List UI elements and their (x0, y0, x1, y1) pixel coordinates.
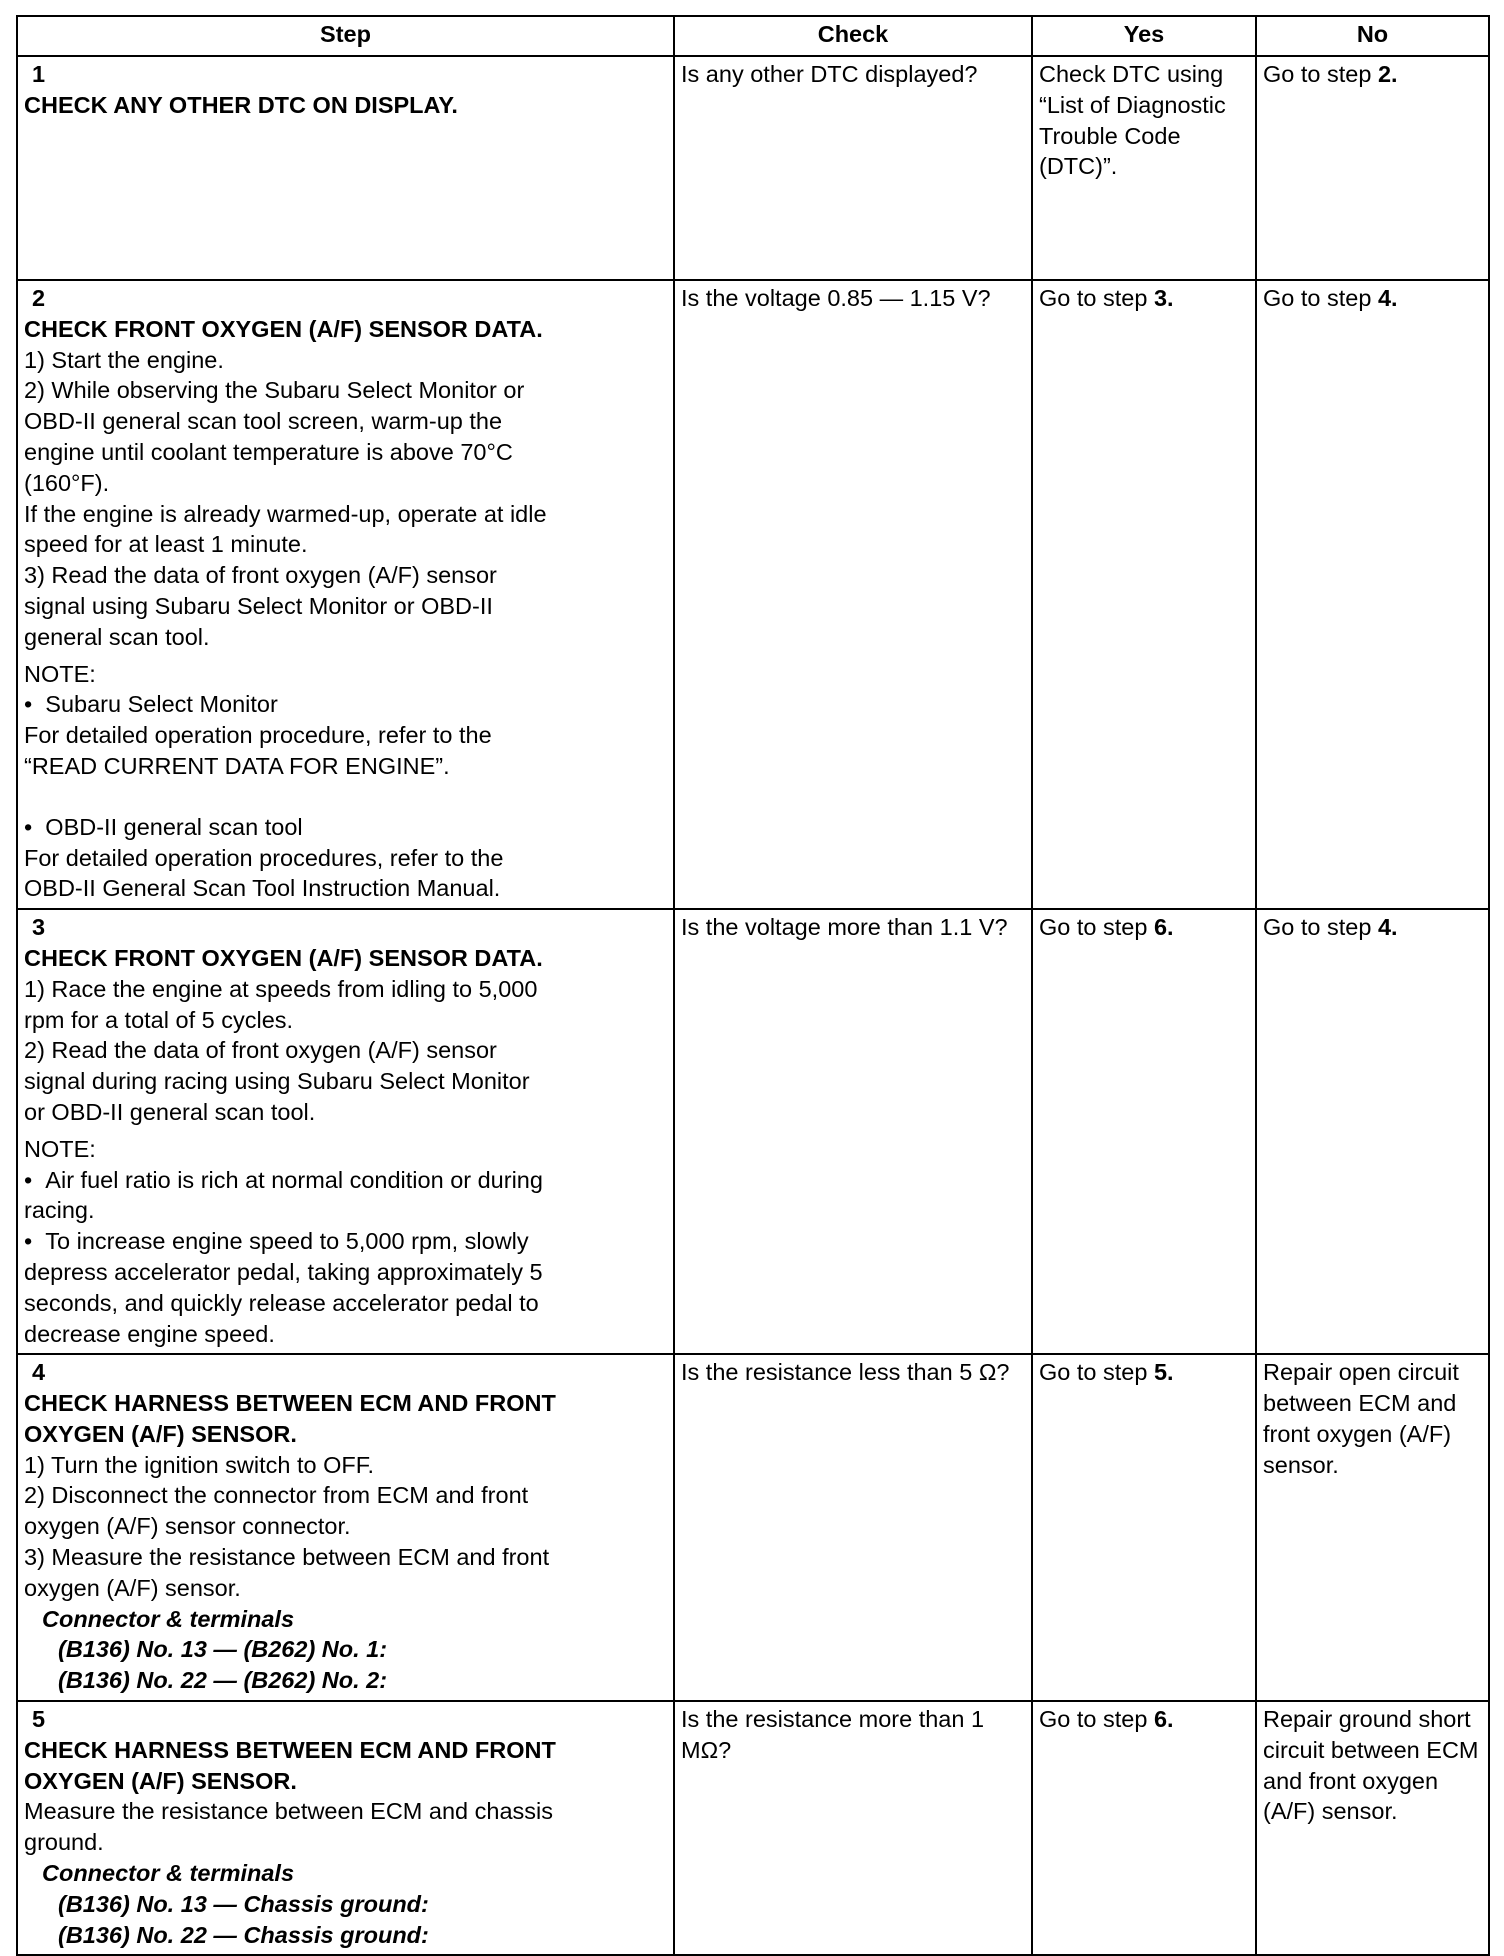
yes-step-ref: 5. (1153, 1359, 1174, 1386)
step-line: 1) Race the engine at speeds from idling to 5,000 rpm for a total of 5 cycles. (24, 975, 538, 1033)
check-header: Check (674, 16, 1032, 56)
note-label: NOTE: (24, 660, 96, 687)
step-cell (17, 1354, 674, 1701)
diagnostic-table (16, 15, 1490, 1956)
no-header: No (1256, 16, 1489, 56)
note-bullet: • Subaru Select Monitor (24, 689, 556, 720)
no-step-ref: 4. (1377, 285, 1398, 311)
check-cell: Is the voltage more than 1.1 V? (674, 909, 1032, 1354)
step-title: CHECK ANY OTHER DTC ON DISPLAY. (24, 91, 458, 118)
step-number: 1 (32, 61, 46, 87)
no-cell: Repair ground short circuit between ECM and front oxygen (A/F) sensor. (1256, 1701, 1489, 1955)
table-row (17, 1701, 1489, 1955)
step-line: 2) While observing the Subaru Select Monitor or OBD-II general scan tool screen, warm-up the engine until coolant temperature is above 70°C (160°F). (24, 377, 525, 496)
note-bullet: • To increase engine speed to 5,000 rpm, slowly depress accelerator pedal, taking approximately 5 seconds, and quickly release accelerator pedal to decrease engine speed. (24, 1226, 556, 1349)
check-cell: Is the resistance more than 1 MΩ? (674, 1701, 1032, 1955)
step-line: 3) Measure the resistance between ECM and front oxygen (A/F) sensor. (24, 1544, 550, 1601)
no-prefix: Go to step (1263, 914, 1378, 941)
terminal-spec: (B136) No. 22 — Chassis ground: (58, 1921, 429, 1948)
step-number: 4 (32, 1359, 46, 1386)
note-bullet: • OBD-II general scan tool (24, 812, 556, 843)
note-bullet: • Air fuel ratio is rich at normal condition or during racing. (24, 1165, 556, 1227)
step-line: Measure the resistance between ECM and chassis ground. (24, 1798, 554, 1856)
yes-prefix: Go to step (1039, 1359, 1154, 1386)
check-cell: Is any other DTC displayed? (674, 56, 1032, 280)
yes-prefix: Go to step (1039, 914, 1154, 941)
step-title: CHECK HARNESS BETWEEN ECM AND FRONT OXYGEN (A/F) SENSOR. (24, 1390, 556, 1447)
step-line: If the engine is already warmed-up, operate at idle speed for at least 1 minute. (24, 500, 547, 558)
no-prefix: Go to step (1263, 285, 1378, 311)
note-label: NOTE: (24, 1135, 96, 1162)
yes-header: Yes (1032, 16, 1256, 56)
yes-step-ref: 3. (1153, 285, 1174, 311)
step-number: 2 (32, 285, 46, 311)
table-row (17, 280, 1489, 909)
yes-step-ref: 6. (1153, 1706, 1174, 1733)
step-line: 2) Disconnect the connector from ECM and front oxygen (A/F) sensor connector. (24, 1482, 529, 1540)
note-text: For detailed operation procedure, refer to the “READ CURRENT DATA FOR ENGINE”. (24, 722, 492, 779)
yes-step-ref: 6. (1153, 914, 1174, 941)
connector-label: Connector & terminals (42, 1605, 295, 1632)
connector-label: Connector & terminals (42, 1860, 295, 1887)
step-title: CHECK FRONT OXYGEN (A/F) SENSOR DATA. (24, 944, 543, 971)
yes-cell (1032, 909, 1256, 1354)
yes-cell (1032, 280, 1256, 909)
note-text: For detailed operation procedures, refer to the OBD-II General Scan Tool Instruction Manual. (24, 844, 504, 902)
yes-prefix: Go to step (1039, 1706, 1154, 1733)
yes-cell (1032, 1701, 1256, 1955)
no-cell: Repair open circuit between ECM and front oxygen (A/F) sensor. (1256, 1354, 1489, 1701)
step-cell (17, 56, 674, 280)
step-number: 3 (32, 914, 46, 941)
step-line: 2) Read the data of front oxygen (A/F) sensor signal during racing using Subaru Select Monitor or OBD-II general scan tool. (24, 1037, 530, 1125)
table-row (17, 56, 1489, 280)
step-cell (17, 1701, 674, 1955)
check-cell: Is the voltage 0.85 — 1.15 V? (674, 280, 1032, 909)
step-line: 3) Read the data of front oxygen (A/F) sensor signal using Subaru Select Monitor or OBD-II general scan tool. (24, 562, 497, 650)
step-line: 1) Turn the ignition switch to OFF. (24, 1451, 375, 1478)
terminal-spec: (B136) No. 13 — Chassis ground: (58, 1890, 429, 1917)
step-cell (17, 909, 674, 1354)
no-prefix: Go to step (1263, 61, 1378, 87)
step-title: CHECK HARNESS BETWEEN ECM AND FRONT OXYGEN (A/F) SENSOR. (24, 1736, 556, 1794)
yes-prefix: Go to step (1039, 285, 1154, 311)
terminal-spec: (B136) No. 22 — (B262) No. 2: (58, 1667, 388, 1694)
no-cell (1256, 909, 1489, 1354)
no-cell (1256, 280, 1489, 909)
yes-cell (1032, 1354, 1256, 1701)
no-step-ref: 4. (1377, 914, 1398, 941)
terminal-spec: (B136) No. 13 — (B262) No. 1: (58, 1636, 388, 1663)
step-number: 5 (32, 1706, 46, 1733)
step-header: Step (17, 16, 674, 56)
yes-cell: Check DTC using “List of Diagnostic Trouble Code (DTC)”. (1032, 56, 1256, 280)
no-step-ref: 2. (1377, 61, 1398, 87)
step-line: 1) Start the engine. (24, 346, 224, 373)
step-cell (17, 280, 674, 909)
no-cell (1256, 56, 1489, 280)
table-row (17, 909, 1489, 1354)
header-row (17, 16, 1489, 56)
step-title: CHECK FRONT OXYGEN (A/F) SENSOR DATA. (24, 315, 543, 342)
check-cell: Is the resistance less than 5 Ω? (674, 1354, 1032, 1701)
table-row (17, 1354, 1489, 1701)
